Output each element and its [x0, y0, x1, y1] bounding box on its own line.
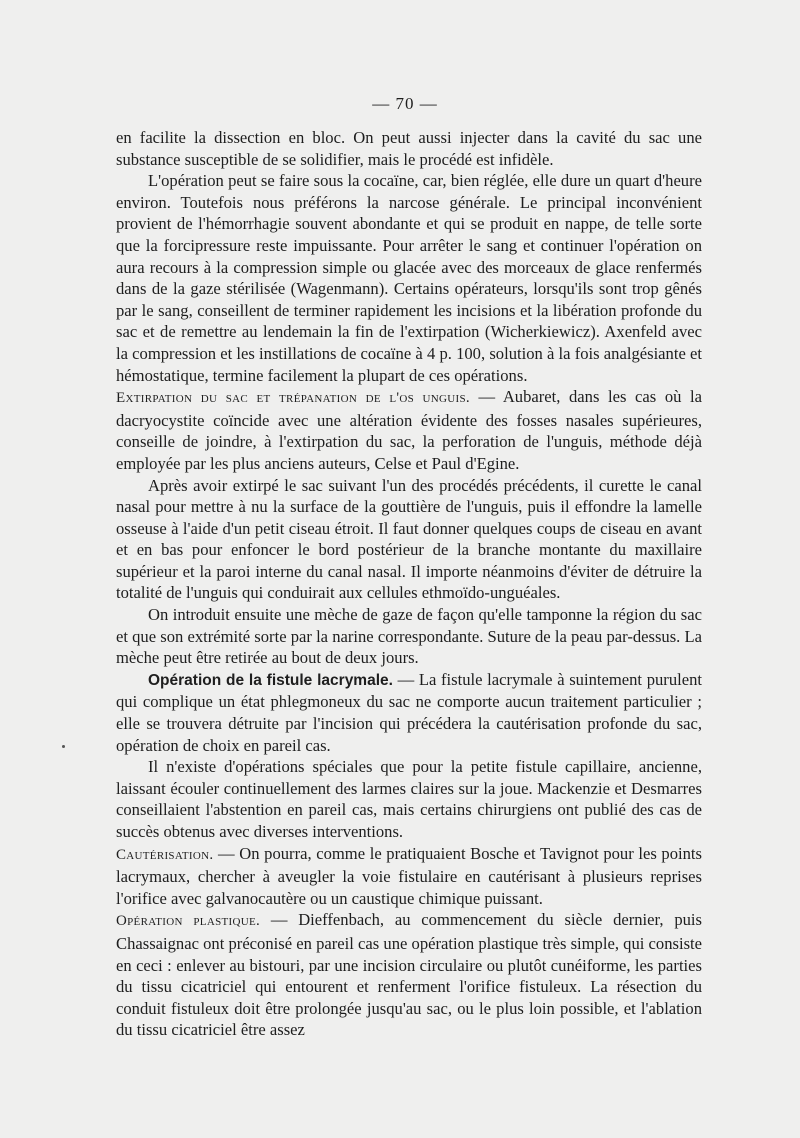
- paragraph-7: Il n'existe d'opérations spéciales que pour la petite fistule capillaire, ancienne, laissant écouler continuellement des larmes claires sur la joue. Mackenzie et Desmarres conseillaient l'abstention en pareil cas, mais certains chirurgiens ont publié des cas de succès obtenus avec diverses interventions.: [116, 757, 702, 841]
- paragraph-6: [116, 669, 702, 756]
- paragraph-9-text: — Dieffenbach, au commencement du siècle dernier, puis Chassaignac ont préconisé en pareil cas une opération plastique très simple, qui consiste en ceci : enlever au bistouri, par une incision circulaire ou plutôt cunéiforme, les parties du tissu cicatriciel qui entourent et renferment l'orifice fistuleux. La résection du conduit fistuleux doit être prolongée jusqu'au sac, ou le plus loin possible, et l'ablation du tissu cicatriciel être assez: [116, 910, 702, 1040]
- paragraph-4: Après avoir extirpé le sac suivant l'un des procédés précédents, il curette le canal nasal pour mettre à nu la surface de la gouttière de l'unguis, puis il effondre la lamelle osseuse à l'aide d'un petit ciseau étroit. Il faut donner quelques coups de ciseau en avant et en bas pour enfoncer le bord postérieur de la branche montante du maxillaire supérieur et la paroi interne du canal nasal. Il importe néanmoins d'éviter de détruire la totalité de l'unguis qui conduirait aux cellules ethmoïdo-unguéales.: [116, 475, 702, 603]
- paragraph-5: On introduit ensuite une mèche de gaze de façon qu'elle tamponne la région du sac et que son extrémité sorte par la narine correspondante. Suture de la peau par-dessus. La mèche peut être retirée au bout de deux jours.: [116, 605, 702, 668]
- paragraph-9: [116, 909, 702, 1041]
- paragraph-1: en facilite la dissection en bloc. On peut aussi injecter dans la cavité du sac une substance susceptible de se solidifier, mais le procédé est infidèle.: [116, 128, 702, 169]
- page-number: — 70 —: [372, 94, 438, 113]
- section-heading-fistule: Opération de la fistule lacrymale.: [148, 671, 393, 689]
- body-text: [116, 127, 702, 1041]
- paragraph-3-text: — Aubaret, dans les cas où la dacryocystite coïncide avec une altération évidente des fosses nasales supérieures, conseille de joindre, à l'extirpation du sac, la perforation de l'unguis, méthode déjà employée par les plus anciens auteurs, Celse et Paul d'Egine.: [116, 387, 702, 473]
- paragraph-8-text: — On pourra, comme le pratiquaient Bosche et Tavignot pour les points lacrymaux, chercher à aveugler la voie fistulaire en cautérisant à plusieurs reprises l'orifice avec galvanocautère ou un caustique chimique puissant.: [116, 843, 702, 908]
- section-heading-extirpation: Extirpation du sac et trépanation de l'os unguis.: [116, 390, 470, 407]
- paragraph-6-text: — La fistule lacrymale à suintement purulent qui complique un état phlegmoneux du sac ne comporte aucun traitement particulier ; elle se trouvera détruite par l'incision qui précédera la cautérisation profonde du sac, opération de choix en pareil cas.: [116, 669, 702, 755]
- paragraph-3: [116, 386, 702, 474]
- paragraph-2: L'opération peut se faire sous la cocaïne, car, bien réglée, elle dure un quart d'heure environ. Toutefois nous préférons la narcose générale. Le principal inconvénient provient de l'hémorrhagie souvent abondante et qui se produit en nappe, de telle sorte que la forcipressure reste impuissante. Pour arrêter le sang et continuer l'opération on aura recours à la compression simple ou glacée avec des morceaux de glace renfermés dans de la gaze stérilisée (Wagenmann). Certains opérateurs, lorsqu'ils sont trop gênés par le sang, conseillent de terminer rapidement les incisions et la libération profonde du sac et de remettre au lendemain la fin de l'extirpation (Wicherkiewicz). Axenfeld avec la compression et les instillations de cocaïne à 4 p. 100, solution à la fois analgésiante et hémostatique, termine facilement la plupart de ces opérations.: [116, 171, 702, 385]
- section-heading-plastique: Opération plastique.: [116, 913, 261, 930]
- paragraph-8: [116, 843, 702, 910]
- scan-speck: [62, 745, 65, 748]
- section-heading-cauterisation: Cautérisation.: [116, 846, 214, 863]
